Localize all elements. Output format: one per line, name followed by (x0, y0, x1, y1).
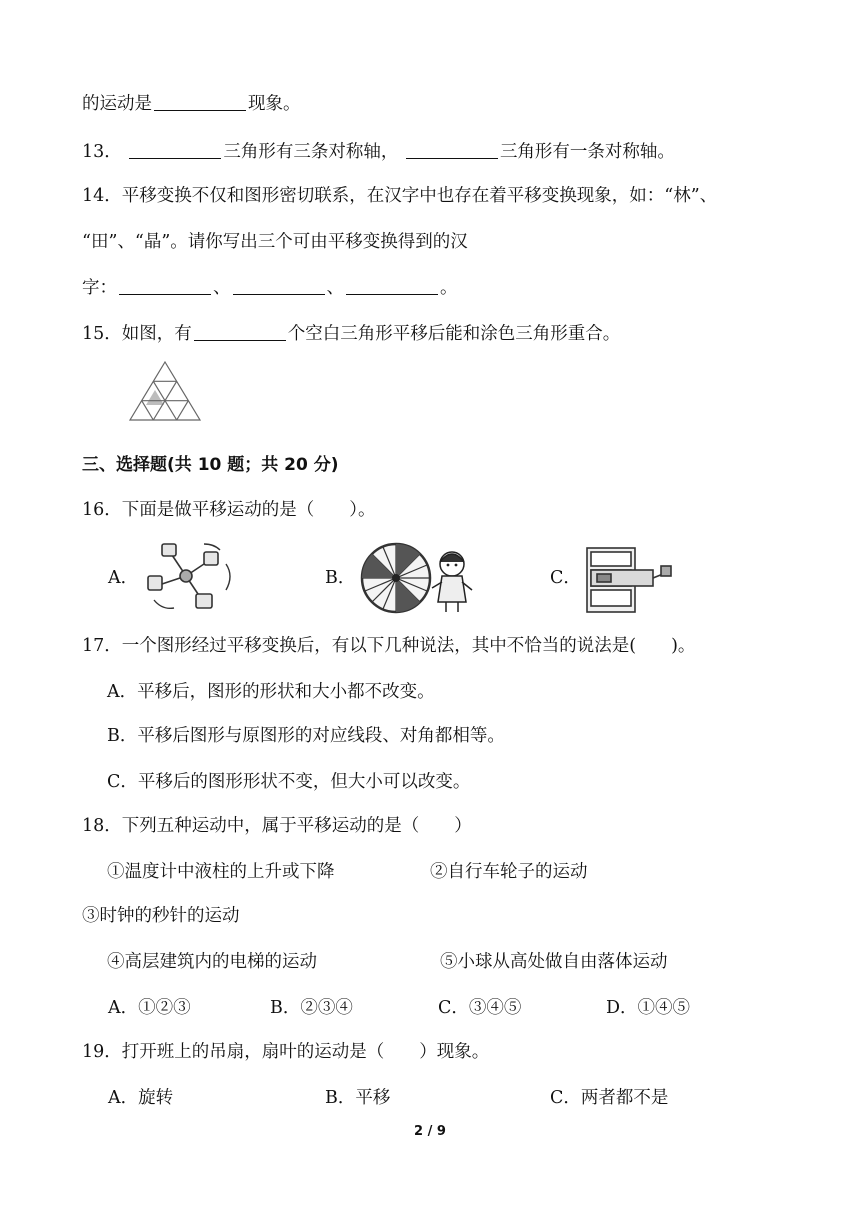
q19-option-c[interactable]: C．两者都不是 (550, 1088, 669, 1108)
q17-option-a[interactable]: A．平移后，图形的形状和大小都不改变。 (107, 682, 435, 702)
answer-blank[interactable] (406, 140, 498, 159)
q17-stem: 17．一个图形经过平移变换后，有以下几种说法，其中不恰当的说法是( )。 (82, 636, 696, 656)
q19-stem: 19．打开班上的吊扇，扇叶的运动是（ ）现象。 (82, 1042, 490, 1062)
q16-option-b[interactable]: B． (325, 568, 356, 588)
q16-option-c[interactable]: C． (550, 568, 581, 588)
question-13 (82, 140, 675, 164)
q16-option-a[interactable]: A． (108, 568, 139, 588)
period: 。 (440, 278, 458, 298)
q16-stem: 16．下面是做平移运动的是（ ）。 (82, 500, 376, 520)
answer-blank[interactable] (129, 140, 221, 159)
q18-item-4: ④高层建筑内的电梯的运动 (107, 952, 317, 972)
separator: 、 (326, 278, 344, 298)
answer-blank[interactable] (154, 92, 246, 111)
q18-item-3: ③时钟的秒针的运动 (82, 906, 240, 926)
q18-item-1: ①温度计中液柱的上升或下降 (107, 862, 335, 882)
q14-text: 字： (82, 278, 117, 298)
triangle-figure (116, 358, 214, 430)
q12-tail (82, 92, 301, 116)
answer-blank[interactable] (194, 322, 286, 341)
separator: 、 (213, 278, 231, 298)
q19-option-b[interactable]: B．平移 (325, 1088, 391, 1108)
q14-line2: “田”、“晶”。请你写出三个可由平移变换得到的汉 (82, 232, 468, 252)
windmill-image (140, 538, 236, 614)
answer-blank[interactable] (233, 276, 325, 295)
q18-item-2: ②自行车轮子的运动 (430, 862, 588, 882)
answer-blank[interactable] (346, 276, 438, 295)
q18-option-c[interactable]: C．③④⑤ (438, 998, 522, 1018)
section-heading: 三、选择题(共 10 题；共 20 分) (82, 455, 339, 475)
wheel-girl-image (358, 540, 476, 616)
q12-text-end: 现象。 (248, 94, 301, 114)
q15-text: 15．如图，有 (82, 324, 192, 344)
q14-line1: 14．平移变换不仅和图形密切联系，在汉字中也存在着平移变换现象，如：“林”、 (82, 186, 718, 206)
drawer-cabinet-image (583, 544, 679, 616)
q17-option-c[interactable]: C．平移后的图形形状不变，但大小可以改变。 (107, 772, 471, 792)
question-15 (82, 322, 620, 346)
q13-text-end: 三角形有一条对称轴。 (499, 142, 675, 162)
q18-stem: 18．下列五种运动中，属于平移运动的是（ ） (82, 816, 472, 836)
q17-option-b[interactable]: B．平移后图形与原图形的对应线段、对角都相等。 (107, 726, 505, 746)
q19-option-a[interactable]: A．旋转 (108, 1088, 174, 1108)
q13-number: 13． (82, 142, 122, 162)
q18-item-5: ⑤小球从高处做自由落体运动 (440, 952, 668, 972)
q15-text-end: 个空白三角形平移后能和涂色三角形重合。 (287, 324, 621, 344)
q13-text: 三角形有三条对称轴， (223, 142, 399, 162)
answer-blank[interactable] (119, 276, 211, 295)
q18-option-a[interactable]: A．①②③ (108, 998, 191, 1018)
q18-option-d[interactable]: D．①④⑤ (606, 998, 691, 1018)
q12-text: 的运动是 (82, 94, 152, 114)
q18-option-b[interactable]: B．②③④ (270, 998, 353, 1018)
page-number: 2 / 9 (414, 1124, 446, 1139)
q14-line3 (82, 276, 458, 300)
